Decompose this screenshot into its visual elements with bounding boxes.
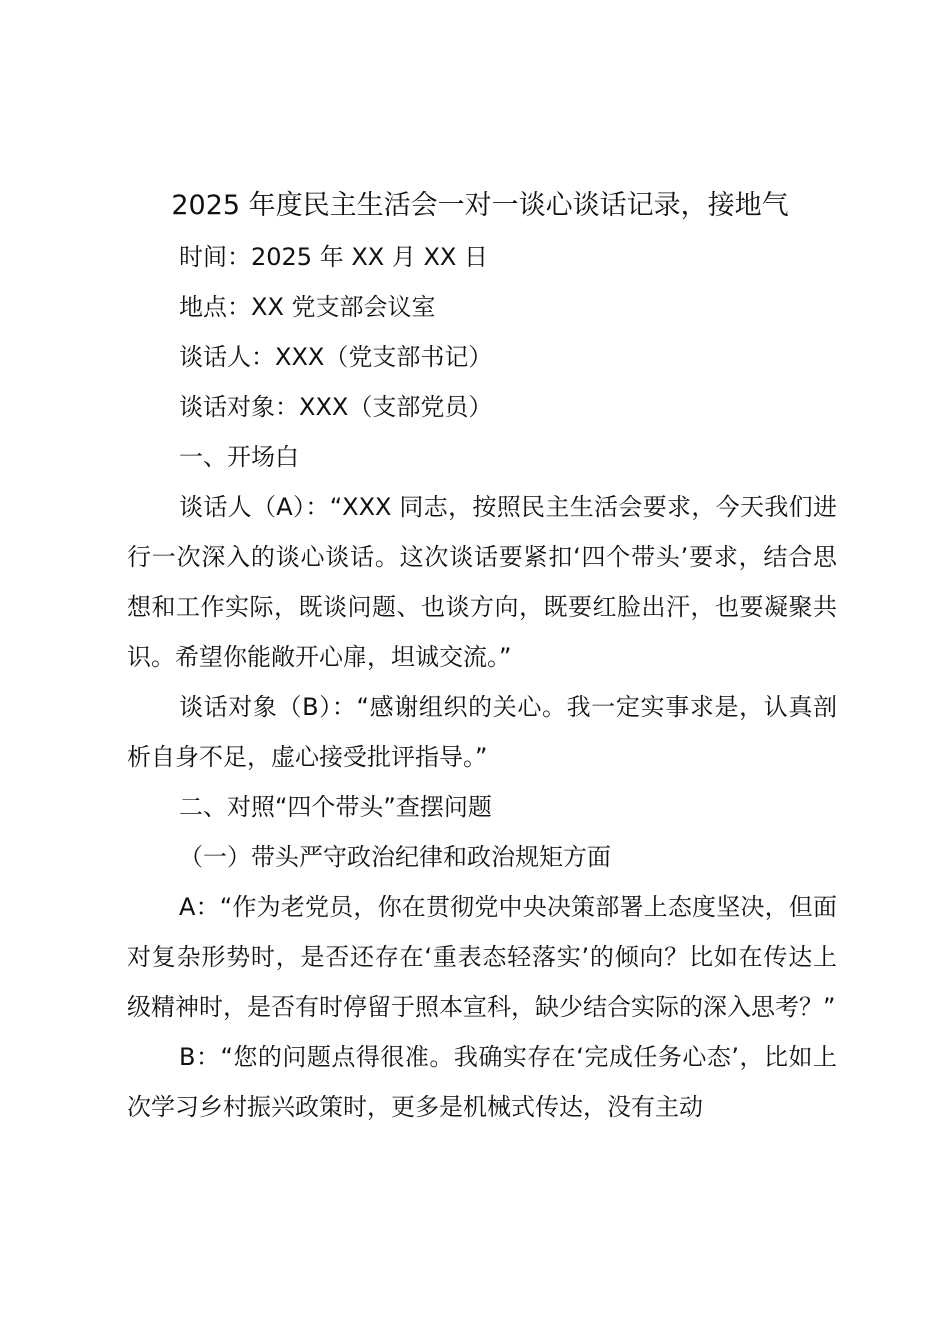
meeting-time: 时间：2025 年 XX 月 XX 日 [179, 243, 488, 271]
subsection-heading: （一）带头严守政治纪律和政治规矩方面 [179, 843, 611, 871]
dialogue-paragraph: B：“您的问题点得很准。我确实存在‘完成任务心态’，比如上次学习乡村振兴政策时，更多是机械式传达，没有主动 [127, 1043, 837, 1121]
dialogue-paragraph: 谈话对象（B）：“感谢组织的关心。我一定实事求是，认真剖析自身不足，虚心接受批评指导。” [127, 693, 837, 771]
interviewer: 谈话人：XXX（党支部书记） [179, 343, 493, 371]
document-title: 2025 年度民主生活会一对一谈心谈话记录，接地气 [171, 190, 789, 221]
dialogue-paragraph: 谈话人（A）：“XXX 同志，按照民主生活会要求，今天我们进行一次深入的谈心谈话。这次谈话要紧扣‘四个带头’要求，结合思想和工作实际，既谈问题、也谈方向，既要红脸出汗，也要凝聚共识。希望你能敞开心扉，坦诚交流。” [127, 493, 837, 671]
document-body [127, 232, 837, 1132]
dialogue-paragraph: A：“作为老党员，你在贯彻党中央决策部署上态度坚决，但面对复杂形势时，是否还存在‘重表态轻落实’的倾向？比如在传达上级精神时，是否有时停留于照本宣科，缺少结合实际的深入思考？” [127, 893, 837, 1021]
interviewee: 谈话对象：XXX（支部党员） [179, 393, 493, 421]
section-heading-opening: 一、开场白 [179, 443, 299, 471]
meeting-location: 地点：XX 党支部会议室 [179, 293, 436, 321]
section-heading-problems: 二、对照“四个带头”查摆问题 [179, 793, 492, 821]
